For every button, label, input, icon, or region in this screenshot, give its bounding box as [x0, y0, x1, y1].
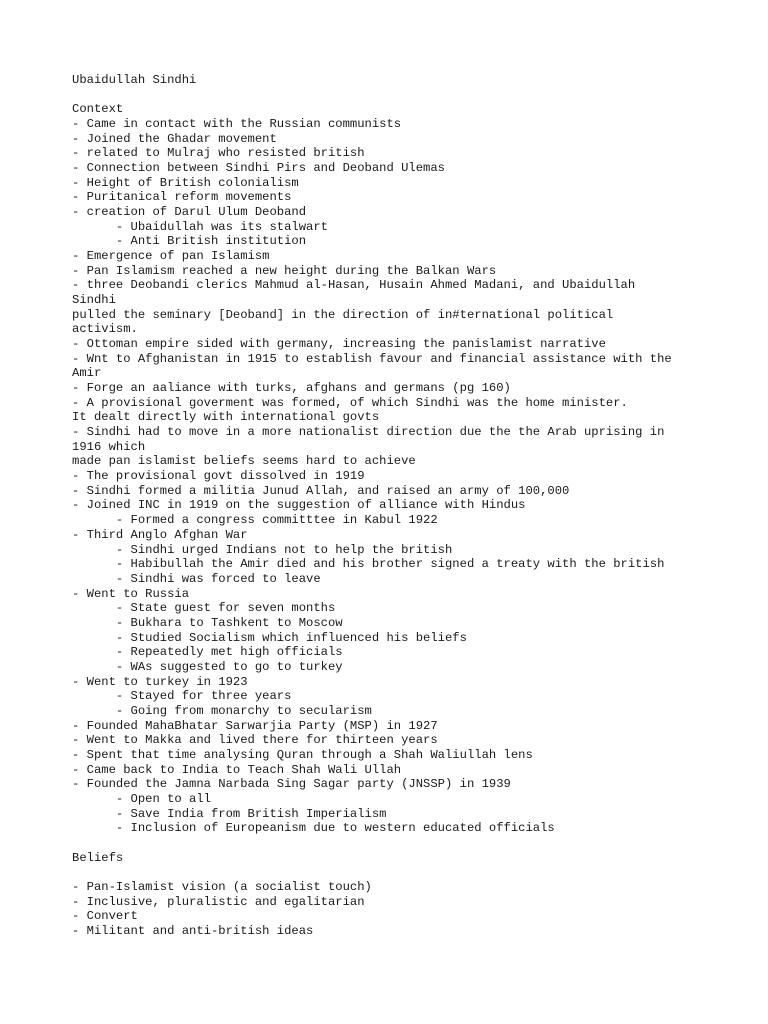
text-line: - Came back to India to Teach Shah Wali Ullah — [72, 762, 402, 777]
text-line: - Connection between Sindhi Pirs and Deoband Ulemas — [72, 161, 445, 176]
section-heading-beliefs: Beliefs — [72, 850, 124, 865]
text-line: - Forge an aaliance with turks, afghans and germans (pg 160) — [72, 381, 511, 396]
beliefs-list — [72, 865, 712, 938]
text-line: - Going from monarchy to secularism — [72, 703, 372, 718]
text-line: - Militant and anti-british ideas — [72, 923, 314, 938]
section-heading-context: Context — [72, 102, 124, 117]
text-line: activism. — [72, 322, 138, 337]
text-line: Sindhi — [72, 293, 116, 308]
text-line — [72, 865, 712, 880]
text-line: - Joined the Ghadar movement — [72, 131, 277, 146]
text-line: - A provisional goverment was formed, of which Sindhi was the home minister. — [72, 395, 628, 410]
text-line: - Stayed for three years — [72, 689, 292, 704]
text-line: - Bukhara to Tashkent to Moscow — [72, 615, 343, 630]
text-line: - Inclusion of Europeanism due to western educated officials — [72, 821, 555, 836]
text-line: - State guest for seven months — [72, 601, 336, 616]
text-line: - Went to Makka and lived there for thirteen years — [72, 733, 438, 748]
text-line: - Pan Islamism reached a new height during the Balkan Wars — [72, 263, 497, 278]
text-line: - Ubaidullah was its stalwart — [72, 219, 328, 234]
text-line: - Sindhi had to move in a more nationalist direction due the the Arab uprising in — [72, 425, 665, 440]
text-line: - Save India from British Imperialism — [72, 806, 387, 821]
text-line: - Sindhi formed a militia Junud Allah, and raised an army of 100,000 — [72, 483, 570, 498]
text-line: - Emergence of pan Islamism — [72, 249, 270, 264]
text-line: - Went to Russia — [72, 586, 190, 601]
text-line: - Third Anglo Afghan War — [72, 527, 248, 542]
text-line: - Habibullah the Amir died and his brother signed a treaty with the british — [72, 557, 665, 572]
text-line: - Ottoman empire sided with germany, increasing the panislamist narrative — [72, 337, 606, 352]
document-page — [72, 73, 712, 939]
text-line: - Sindhi urged Indians not to help the british — [72, 542, 453, 557]
text-line: - Convert — [72, 909, 138, 924]
document-title: Ubaidullah Sindhi — [72, 73, 197, 87]
text-line: - Joined INC in 1919 on the suggestion of alliance with Hindus — [72, 498, 526, 513]
text-line: - Founded the Jamna Narbada Sing Sagar party (JNSSP) in 1939 — [72, 777, 511, 792]
text-line: - related to Mulraj who resisted british — [72, 146, 365, 161]
text-line: - Open to all — [72, 791, 211, 806]
text-line: - Height of British colonialism — [72, 175, 299, 190]
text-line: Amir — [72, 366, 102, 381]
text-line: - Came in contact with the Russian communists — [72, 117, 402, 132]
text-line: - Went to turkey in 1923 — [72, 674, 248, 689]
text-line: - creation of Darul Ulum Deoband — [72, 205, 307, 220]
text-line: 1916 which — [72, 439, 146, 454]
text-line: - three Deobandi clerics Mahmud al-Hasan, Husain Ahmed Madani, and Ubaidullah — [72, 278, 636, 293]
text-line: - Studied Socialism which influenced his beliefs — [72, 630, 467, 645]
text-line: - Puritanical reform movements — [72, 190, 292, 205]
text-line: - Anti British institution — [72, 234, 307, 249]
text-line: - Sindhi was forced to leave — [72, 571, 321, 586]
text-line: It dealt directly with international govts — [72, 410, 380, 425]
text-line: - Spent that time analysing Quran through a Shah Waliullah lens — [72, 747, 533, 762]
text-line: - Wnt to Afghanistan in 1915 to establish favour and financial assistance with the — [72, 351, 672, 366]
text-line: - Inclusive, pluralistic and egalitarian — [72, 894, 365, 909]
spacer — [72, 88, 712, 103]
text-line: - WAs suggested to go to turkey — [72, 659, 343, 674]
context-list — [72, 117, 712, 836]
text-line: made pan islamist beliefs seems hard to achieve — [72, 454, 416, 469]
text-line: pulled the seminary [Deoband] in the direction of in#ternational political — [72, 307, 614, 322]
text-line: - Formed a congress committtee in Kabul 1922 — [72, 513, 438, 528]
text-line: - Repeatedly met high officials — [72, 645, 343, 660]
text-line: - Pan-Islamist vision (a socialist touch) — [72, 879, 372, 894]
text-line: - Founded MahaBhatar Sarwarjia Party (MSP) in 1927 — [72, 718, 438, 733]
text-line: - The provisional govt dissolved in 1919 — [72, 469, 365, 484]
spacer — [72, 836, 712, 851]
